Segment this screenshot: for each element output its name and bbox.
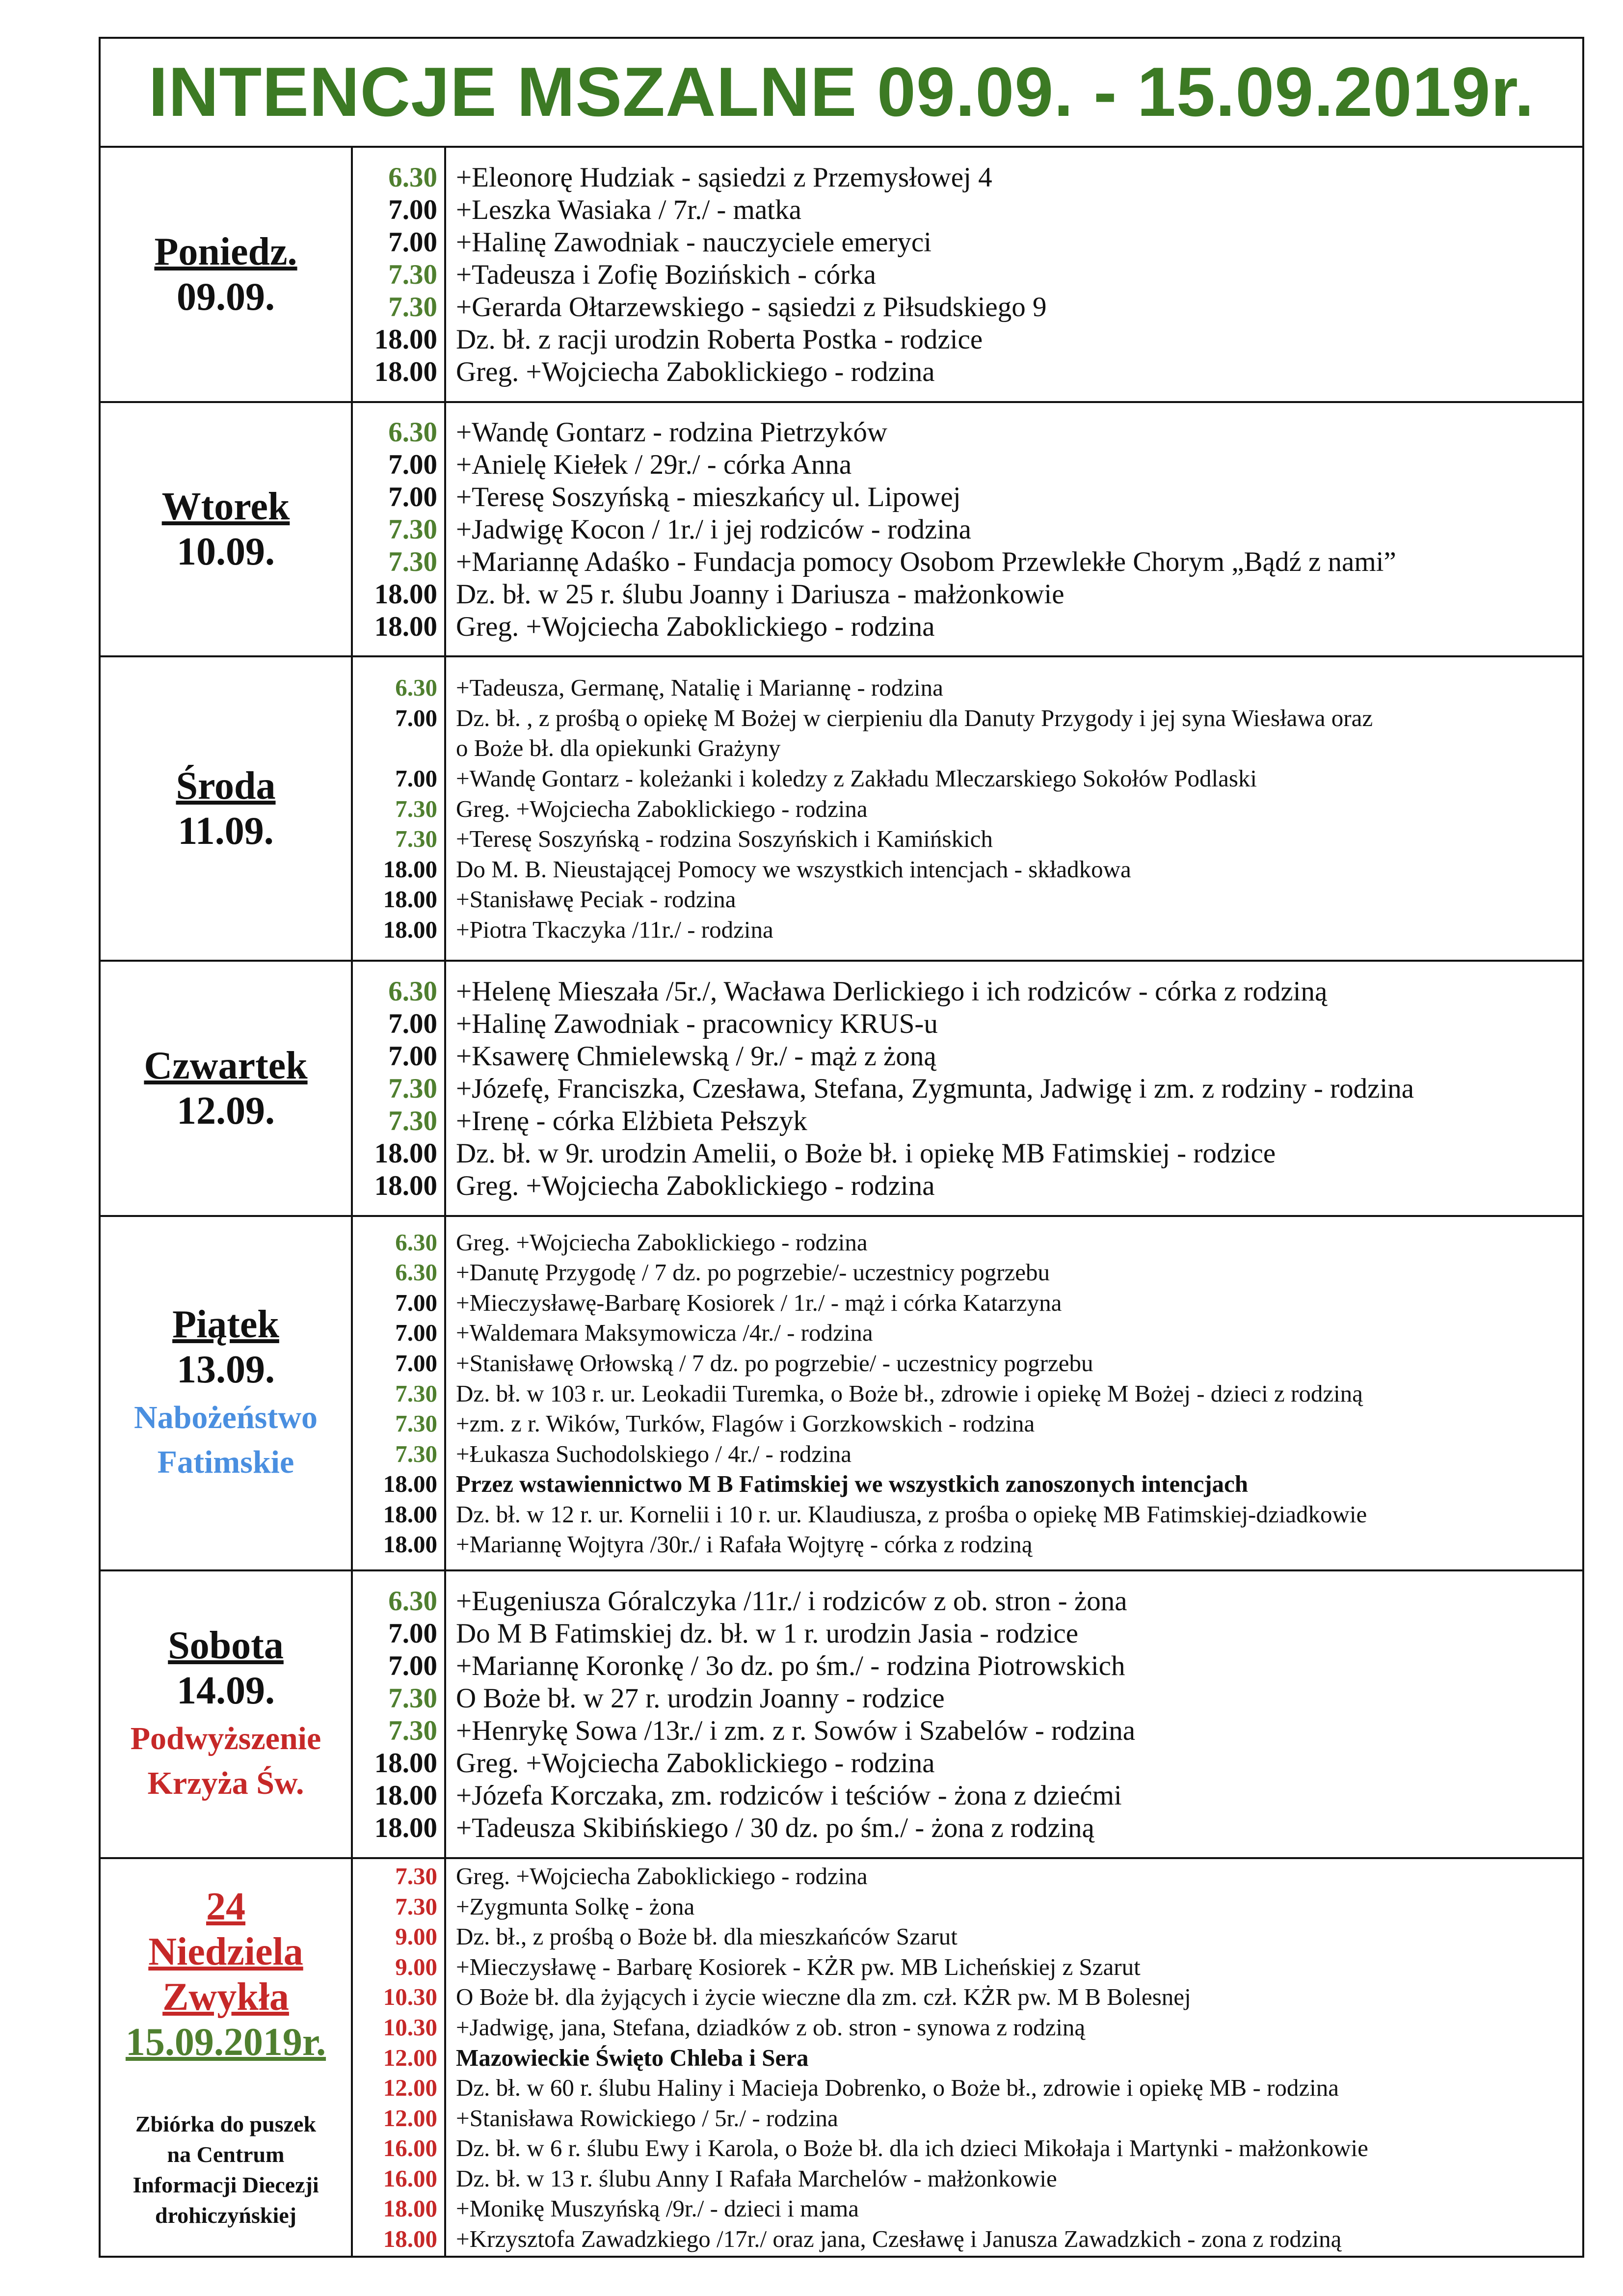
mass-time: 7.30 xyxy=(388,513,437,545)
mass-time: 7.00 xyxy=(395,1319,437,1347)
mass-time: 7.30 xyxy=(388,1715,437,1746)
mass-time: 6.30 xyxy=(395,674,437,702)
intention-text: Greg. +Wojciecha Zaboklickiego - rodzina xyxy=(456,356,935,387)
day-label-cell xyxy=(101,1859,353,2256)
intention-text: +Monikę Muszyńską /9r./ - dzieci i mama xyxy=(456,2195,859,2222)
intention-text: +Zygmunta Solkę - żona xyxy=(456,1892,695,1920)
intention-text: Dz. bł. w 6 r. ślubu Ewy i Karola, o Boże bł. dla ich dzieci Mikołaja i Martynki - małżonkowie xyxy=(456,2134,1368,2162)
intention-text: +Eugeniusza Góralczyka /11r./ i rodziców z ob. stron - żona xyxy=(456,1585,1127,1617)
day-row-friday xyxy=(101,1217,1582,1571)
page-title: INTENCJE MSZALNE 09.09. - 15.09.2019r. xyxy=(148,53,1535,131)
day-label-cell xyxy=(101,148,353,401)
mass-time: 7.30 xyxy=(388,1073,437,1104)
mass-time: 6.30 xyxy=(388,1585,437,1617)
mass-time: 7.30 xyxy=(388,291,437,323)
day-date: 11.09. xyxy=(178,810,274,853)
mass-time: 7.30 xyxy=(395,825,437,853)
intention-text: Greg. +Wojciecha Zaboklickiego - rodzina xyxy=(456,611,935,642)
intention-text: +Piotra Tkaczyka /11r./ - rodzina xyxy=(456,916,773,943)
day-date: 14.09. xyxy=(177,1669,275,1712)
intention-text: +Mariannę Koronkę / 3o dz. po śm./ - rodzina Piotrowskich xyxy=(456,1650,1125,1681)
intention-text: Greg. +Wojciecha Zaboklickiego - rodzina xyxy=(456,1228,868,1256)
day-label-cell xyxy=(101,962,353,1215)
intention-text: o Boże bł. dla opiekunki Grażyny xyxy=(456,734,781,762)
intention-text: +Eleonorę Hudziak - sąsiedzi z Przemysłowej 4 xyxy=(456,162,992,193)
mass-time: 7.00 xyxy=(388,226,437,258)
mass-time: 18.00 xyxy=(383,886,437,913)
intention-text: Dz. bł. w 9r. urodzin Amelii, o Boże bł. i opiekę MB Fatimskiej - rodzice xyxy=(456,1137,1276,1169)
day-name: Sobota xyxy=(168,1623,284,1667)
intention-text: Dz. bł. z racji urodzin Roberta Postka - rodzice xyxy=(456,324,983,355)
intention-text: Dz. bł. w 25 r. ślubu Joanny i Dariusza - małżonkowie xyxy=(456,578,1064,610)
feast-line: Krzyża Św. xyxy=(147,1765,304,1801)
day-date: 10.09. xyxy=(177,530,275,573)
mass-time: 7.00 xyxy=(388,1040,437,1072)
mass-time: 9.00 xyxy=(395,1953,437,1980)
intention-text: +Mieczysławę-Barbarę Kosiorek / 1r./ - mąż i córka Katarzyna xyxy=(456,1289,1062,1316)
mass-time: 6.30 xyxy=(395,1259,437,1286)
day-row-sunday xyxy=(101,1859,1582,2256)
intention-text: +Helenę Mieszała /5r./, Wacława Derlickiego i ich rodziców - córka z rodziną xyxy=(456,975,1328,1007)
title-row xyxy=(101,39,1582,148)
feast-line: Fatimskie xyxy=(157,1444,294,1480)
intention-text: +Józefa Korczaka, zm. rodziców i teściów - żona z dziećmi xyxy=(456,1780,1122,1811)
mass-time: 18.00 xyxy=(374,1170,437,1201)
mass-time: 18.00 xyxy=(374,324,437,355)
mass-time: 18.00 xyxy=(383,1470,437,1498)
mass-time: 7.30 xyxy=(395,1410,437,1437)
time-column xyxy=(353,1217,446,1569)
intentions-sheet xyxy=(99,37,1584,2258)
mass-time: 10.30 xyxy=(383,2013,437,2041)
mass-time: 7.30 xyxy=(395,1892,437,1920)
intention-column xyxy=(446,1217,1582,1569)
time-column xyxy=(353,1859,446,2256)
intention-text: Dz. bł. w 12 r. ur. Kornelii i 10 r. ur. Klaudiusza, z prośba o opiekę MB Fatimskiej-dziadkowie xyxy=(456,1500,1367,1528)
mass-time: 7.30 xyxy=(395,1379,437,1407)
day-name: Poniedz. xyxy=(154,230,297,273)
day-label-cell xyxy=(101,403,353,655)
intention-column xyxy=(446,657,1582,960)
mass-time: 7.00 xyxy=(395,764,437,792)
mass-time: 7.00 xyxy=(388,1650,437,1681)
intention-text: +Ksawerę Chmielewską / 9r./ - mąż z żoną xyxy=(456,1040,936,1072)
feast-label xyxy=(134,1395,318,1485)
mass-time: 7.00 xyxy=(395,704,437,731)
day-label-cell xyxy=(101,1217,353,1569)
note-line: Zbiórka do puszek xyxy=(135,2111,317,2136)
time-column xyxy=(353,962,446,1215)
mass-time: 10.30 xyxy=(383,1983,437,2011)
day-date: 12.09. xyxy=(177,1089,275,1133)
mass-time: 7.00 xyxy=(395,1289,437,1316)
intention-column xyxy=(446,148,1582,401)
intention-text: +Anielę Kiełek / 29r./ - córka Anna xyxy=(456,449,852,480)
intention-text: +Józefę, Franciszka, Czesława, Stefana, Zygmunta, Jadwigę i zm. z rodziny - rodzina xyxy=(456,1073,1414,1104)
day-name: Piątek xyxy=(172,1302,279,1346)
intention-text: +Jadwigę, jana, Stefana, dziadków z ob. stron - synowa z rodziną xyxy=(456,2013,1086,2041)
intention-text: +Halinę Zawodniak - nauczyciele emeryci xyxy=(456,226,931,258)
mass-time: 6.30 xyxy=(388,975,437,1007)
mass-time: 7.00 xyxy=(388,1618,437,1649)
note-line: Informacji Diecezji xyxy=(133,2172,319,2197)
mass-time: 18.00 xyxy=(374,1812,437,1843)
mass-time: 18.00 xyxy=(383,2195,437,2222)
feast-line: Nabożeństwo xyxy=(134,1399,318,1435)
intention-text: +Mariannę Adaśko - Fundacja pomocy Osobom Przewlekłe Chorym „Bądź z nami” xyxy=(456,546,1396,577)
mass-time: 18.00 xyxy=(383,2225,437,2253)
intention-text: +Irenę - córka Elżbieta Pełszyk xyxy=(456,1105,807,1136)
intention-text: Mazowieckie Święto Chleba i Sera xyxy=(456,2044,809,2071)
day-date: 13.09. xyxy=(177,1348,275,1391)
intention-text: O Boże bł. dla żyjących i życie wieczne dla zm. czł. KŻR pw. M B Bolesnej xyxy=(456,1983,1191,2011)
day-name: Czwartek xyxy=(144,1044,308,1087)
mass-time: 7.30 xyxy=(388,1682,437,1714)
mass-time: 18.00 xyxy=(383,916,437,943)
intention-text: +Halinę Zawodniak - pracownicy KRUS-u xyxy=(456,1008,938,1039)
mass-time: 7.00 xyxy=(388,481,437,513)
day-row-thursday xyxy=(101,962,1582,1217)
sunday-kind: Zwykła xyxy=(162,1975,289,2019)
sunday-number: 24 xyxy=(206,1885,245,1928)
mass-time: 6.30 xyxy=(395,1228,437,1256)
mass-time: 18.00 xyxy=(374,611,437,642)
intention-text: Przez wstawiennictwo M B Fatimskiej we wszystkich zanoszonych intencjach xyxy=(456,1470,1249,1498)
mass-time: 7.30 xyxy=(395,795,437,822)
mass-time: 7.00 xyxy=(395,1349,437,1377)
mass-time: 12.00 xyxy=(383,2074,437,2102)
intention-text: +Mieczysławę - Barbarę Kosiorek - KŻR pw. MB Licheńskiej z Szarut xyxy=(456,1953,1141,1980)
mass-time: 7.30 xyxy=(395,1440,437,1467)
intention-text: +Stanisławę Peciak - rodzina xyxy=(456,886,736,913)
mass-time: 7.30 xyxy=(388,1105,437,1136)
mass-time: 7.30 xyxy=(388,259,437,290)
mass-time: 18.00 xyxy=(374,1780,437,1811)
mass-time: 18.00 xyxy=(383,1500,437,1528)
intention-text: +Danutę Przygodę / 7 dz. po pogrzebie/- uczestnicy pogrzebu xyxy=(456,1259,1050,1286)
mass-time: 6.30 xyxy=(388,162,437,193)
mass-time: 18.00 xyxy=(374,1747,437,1779)
collection-note xyxy=(133,2109,319,2231)
intention-text: +Krzysztofa Zawadzkiego /17r./ oraz jana, Czesławę i Janusza Zawadzkich - zona z rodziną xyxy=(456,2225,1342,2253)
intention-text: +Gerarda Ołtarzewskiego - sąsiedzi z Piłsudskiego 9 xyxy=(456,291,1047,323)
intention-column xyxy=(446,1571,1582,1857)
mass-time: 16.00 xyxy=(383,2134,437,2162)
intention-text: Dz. bł. w 13 r. ślubu Anny I Rafała Marchelów - małżonkowie xyxy=(456,2164,1057,2192)
time-column xyxy=(353,657,446,960)
day-date: 15.09.2019r. xyxy=(125,2020,326,2064)
intention-column xyxy=(446,1859,1582,2256)
day-row-monday xyxy=(101,148,1582,403)
intention-text: +Henrykę Sowa /13r./ i zm. z r. Sowów i Szabelów - rodzina xyxy=(456,1715,1136,1746)
intention-text: Dz. bł., z prośbą o Boże bł. dla mieszkańców Szarut xyxy=(456,1923,958,1950)
intention-column xyxy=(446,962,1582,1215)
intention-text: Dz. bł. w 60 r. ślubu Haliny i Macieja Dobrenko, o Boże bł., zdrowie i opiekę MB - rodzina xyxy=(456,2074,1339,2102)
intention-text: +Teresę Soszyńską - rodzina Soszyńskich i Kamińskich xyxy=(456,825,993,853)
mass-time: 7.00 xyxy=(388,449,437,480)
intention-text: +Stanisława Rowickiego / 5r./ - rodzina xyxy=(456,2104,838,2132)
mass-time: 6.30 xyxy=(388,416,437,448)
intention-text: +Tadeusza i Zofię Bozińskich - córka xyxy=(456,259,876,290)
intention-text: +Teresę Soszyńską - mieszkańcy ul. Lipowej xyxy=(456,481,961,513)
intention-text: Greg. +Wojciecha Zaboklickiego - rodzina xyxy=(456,1747,935,1779)
day-name: Wtorek xyxy=(161,485,290,528)
mass-time: 16.00 xyxy=(383,2164,437,2192)
day-row-wednesday xyxy=(101,657,1582,962)
mass-time: 18.00 xyxy=(374,356,437,387)
mass-time: 18.00 xyxy=(383,1531,437,1558)
mass-time: 12.00 xyxy=(383,2044,437,2071)
intention-column xyxy=(446,403,1582,655)
intention-text: Greg. +Wojciecha Zaboklickiego - rodzina xyxy=(456,795,868,822)
intention-text: +Leszka Wasiaka / 7r./ - matka xyxy=(456,194,801,225)
mass-time: 12.00 xyxy=(383,2104,437,2132)
intention-text: +Tadeusza Skibińskiego / 30 dz. po śm./ - żona z rodziną xyxy=(456,1812,1094,1843)
intention-text: Greg. +Wojciecha Zaboklickiego - rodzina xyxy=(456,1862,868,1890)
day-row-tuesday xyxy=(101,403,1582,657)
intention-text: +Stanisławę Orłowską / 7 dz. po pogrzebie/ - uczestnicy pogrzebu xyxy=(456,1349,1093,1377)
mass-time: 9.00 xyxy=(395,1923,437,1950)
intention-text: +Wandę Gontarz - koleżanki i koledzy z Zakładu Mleczarskiego Sokołów Podlaski xyxy=(456,764,1257,792)
feast-line: Podwyższenie xyxy=(130,1720,321,1756)
intention-text: O Boże bł. w 27 r. urodzin Joanny - rodzice xyxy=(456,1682,945,1714)
day-label-cell xyxy=(101,1571,353,1857)
note-line: na Centrum xyxy=(167,2141,285,2167)
intention-text: +Mariannę Wojtyra /30r./ i Rafała Wojtyrę - córka z rodziną xyxy=(456,1531,1033,1558)
intention-text: Do M B Fatimskiej dz. bł. w 1 r. urodzin Jasia - rodzice xyxy=(456,1618,1079,1649)
intention-text: +zm. z r. Wików, Turków, Flagów i Gorzkowskich - rodzina xyxy=(456,1410,1035,1437)
mass-time: 18.00 xyxy=(374,578,437,610)
sunday-name: Niedziela xyxy=(148,1930,303,1973)
intention-text: Dz. bł. w 103 r. ur. Leokadii Turemka, o Boże bł., zdrowie i opiekę M Bożej - dzieci z rodziną xyxy=(456,1379,1363,1407)
day-label-cell xyxy=(101,657,353,960)
mass-time: 7.30 xyxy=(395,1862,437,1890)
time-column xyxy=(353,1571,446,1857)
day-row-saturday xyxy=(101,1571,1582,1859)
time-column xyxy=(353,403,446,655)
mass-time: 7.00 xyxy=(388,194,437,225)
mass-time: 18.00 xyxy=(383,855,437,883)
intention-text: Dz. bł. , z prośbą o opiekę M Bożej w cierpieniu dla Danuty Przygody i jej syna Wiesława oraz xyxy=(456,704,1373,731)
intention-text: Greg. +Wojciecha Zaboklickiego - rodzina xyxy=(456,1170,935,1201)
note-line: drohiczyńskiej xyxy=(155,2203,296,2228)
day-name: Środa xyxy=(176,764,276,808)
mass-time: 7.30 xyxy=(388,546,437,577)
intention-text: +Łukasza Suchodolskiego / 4r./ - rodzina xyxy=(456,1440,852,1467)
intention-text: +Waldemara Maksymowicza /4r./ - rodzina xyxy=(456,1319,873,1347)
mass-time: 18.00 xyxy=(374,1137,437,1169)
day-date: 09.09. xyxy=(177,275,275,319)
intention-text: +Wandę Gontarz - rodzina Pietrzyków xyxy=(456,416,888,448)
time-column xyxy=(353,148,446,401)
mass-time: 7.00 xyxy=(388,1008,437,1039)
intention-text: +Tadeusza, Germanę, Natalię i Mariannę - rodzina xyxy=(456,674,943,702)
intention-text: Do M. B. Nieustającej Pomocy we wszystkich intencjach - składkowa xyxy=(456,855,1131,883)
intention-text: +Jadwigę Kocon / 1r./ i jej rodziców - rodzina xyxy=(456,513,971,545)
feast-label xyxy=(131,1716,321,1806)
